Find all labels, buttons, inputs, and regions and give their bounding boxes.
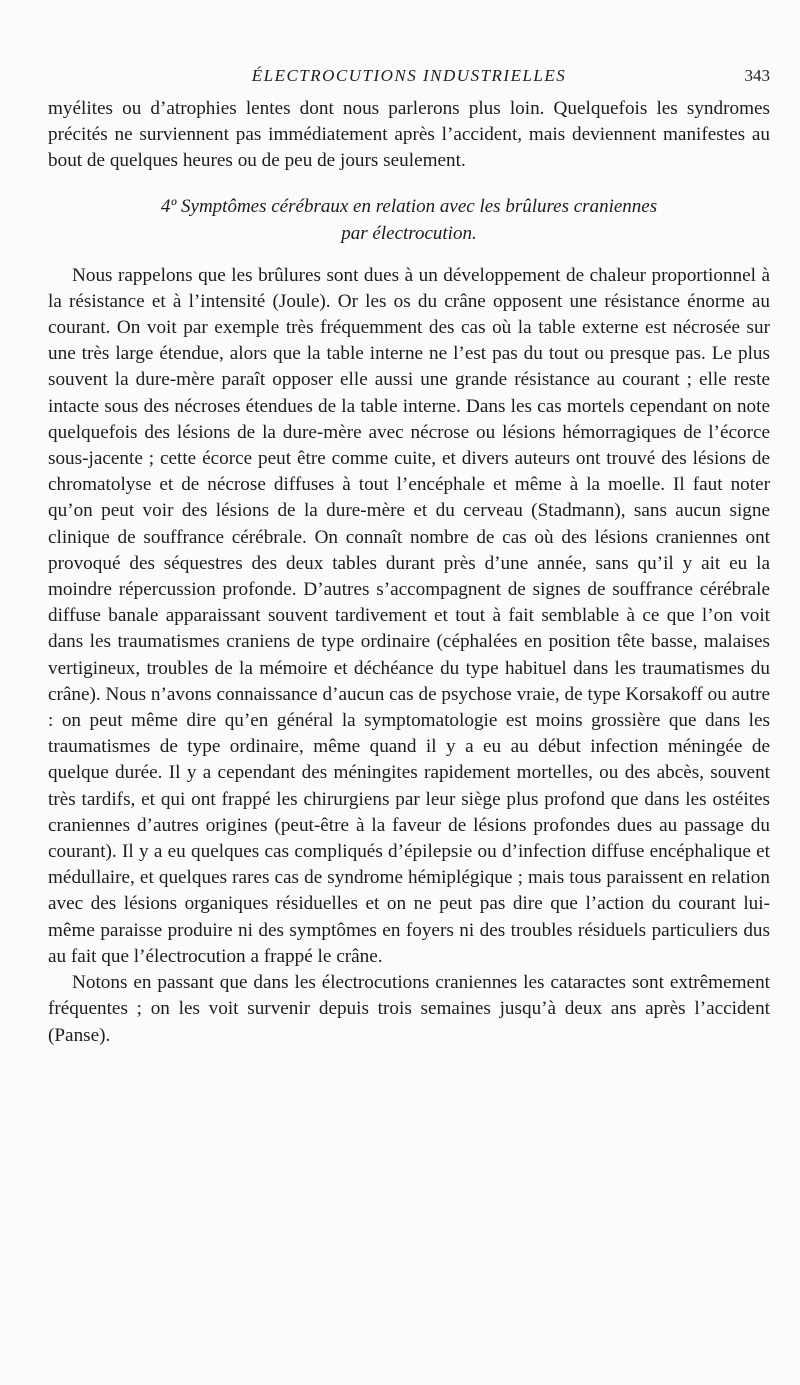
running-title: ÉLECTROCUTIONS INDUSTRIELLES <box>251 66 567 85</box>
section-number: 4º <box>160 195 177 217</box>
section-title-line1: Symptômes cérébraux en relation avec les brûlures craniennes <box>181 195 658 217</box>
main-paragraph: Nous rappelons que les brûlures sont dues à un développement de chaleur proportionnel à la résistance et à l’intensité (Joule). Or les os du crâne opposent une résistance énorme au courant. On voit par exemple très fréquemment des cas où la table externe est nécrosée sur une très large étendue, alors que la table interne ne l’est pas du tout ou presque pas. Le plus souvent la dure-mère paraît opposer elle aussi une grande résistance au courant ; elle reste intacte sous des nécroses étendues de la table interne. Dans les cas mortels cependant on note quelquefois des lésions de la dure-mère avec nécrose ou lésions hémorragiques de l’écorce sous-jacente ; cette écorce peut être comme cuite, et divers auteurs ont trouvé des lésions de chromatolyse et de nécrose diffuses à tout l’encéphale et même à la moelle. Il faut noter qu’on peut voir des lésions de la dure-mère et du cerveau (Stadmann), sans aucun signe clinique de souffrance cérébrale. On connaît nombre de cas où des lésions craniennes ont provoqué des séquestres des deux tables durant près d’une année, sans qu’il y ait eu la moindre répercussion profonde. D’autres s’accompagnent de signes de souffrance cérébrale diffuse banale apparaissant souvent tardivement et tout à fait semblable à ce que l’on voit dans les traumatismes craniens de type ordinaire (céphalées en position tête basse, malaises vertigineux, troubles de la mémoire et déchéance du type habituel dans les traumatismes du crâne). Nous n’avons connaissance d’aucun cas de psychose vraie, de type Korsakoff ou autre : on peut même dire qu’en général la symptomatologie est moins grossière que dans les traumatismes de type ordinaire, même quand il y a eu au début infection méningée de quelque durée. Il y a cependant des méningites rapidement mortelles, ou des abcès, souvent très tardifs, et qui ont frappé les chirurgiens par leur siège plus profond que dans les ostéites craniennes d’autres origines (peut-être à la faveur de lésions profondes dues au passage du courant). Il y a eu quelques cas compliqués d’épilepsie ou d’infection diffuse encéphalique et médullaire, et quelques rares cas de syndrome hémiplégique ; mais tous paraissent en relation avec des lésions organiques résiduelles et on ne peut pas dire que l’action du courant lui-même paraisse produire ni des symptômes en foyers ni des troubles résiduels particuliers dus au fait que l’électrocution a frappé le crâne. <box>48 264 770 967</box>
page-number: 343 <box>744 66 770 85</box>
intro-paragraph: myélites ou d’atrophies lentes dont nous parlerons plus loin. Quelquefois les syndromes précités ne surviennent pas immédiatement après l’accident, mais deviennent manifestes au bout de quelques heures ou de peu de jours seulement. <box>48 98 770 172</box>
closing-paragraph: Notons en passant que dans les électrocutions craniennes les cataractes sont extrêmement fréquentes ; on les voit survenir depuis trois semaines jusqu’à deux ans après l’accident (Panse). <box>48 972 770 1046</box>
running-head <box>48 66 770 96</box>
section-heading <box>88 193 730 247</box>
section-title-line2: par électrocution. <box>341 222 477 244</box>
